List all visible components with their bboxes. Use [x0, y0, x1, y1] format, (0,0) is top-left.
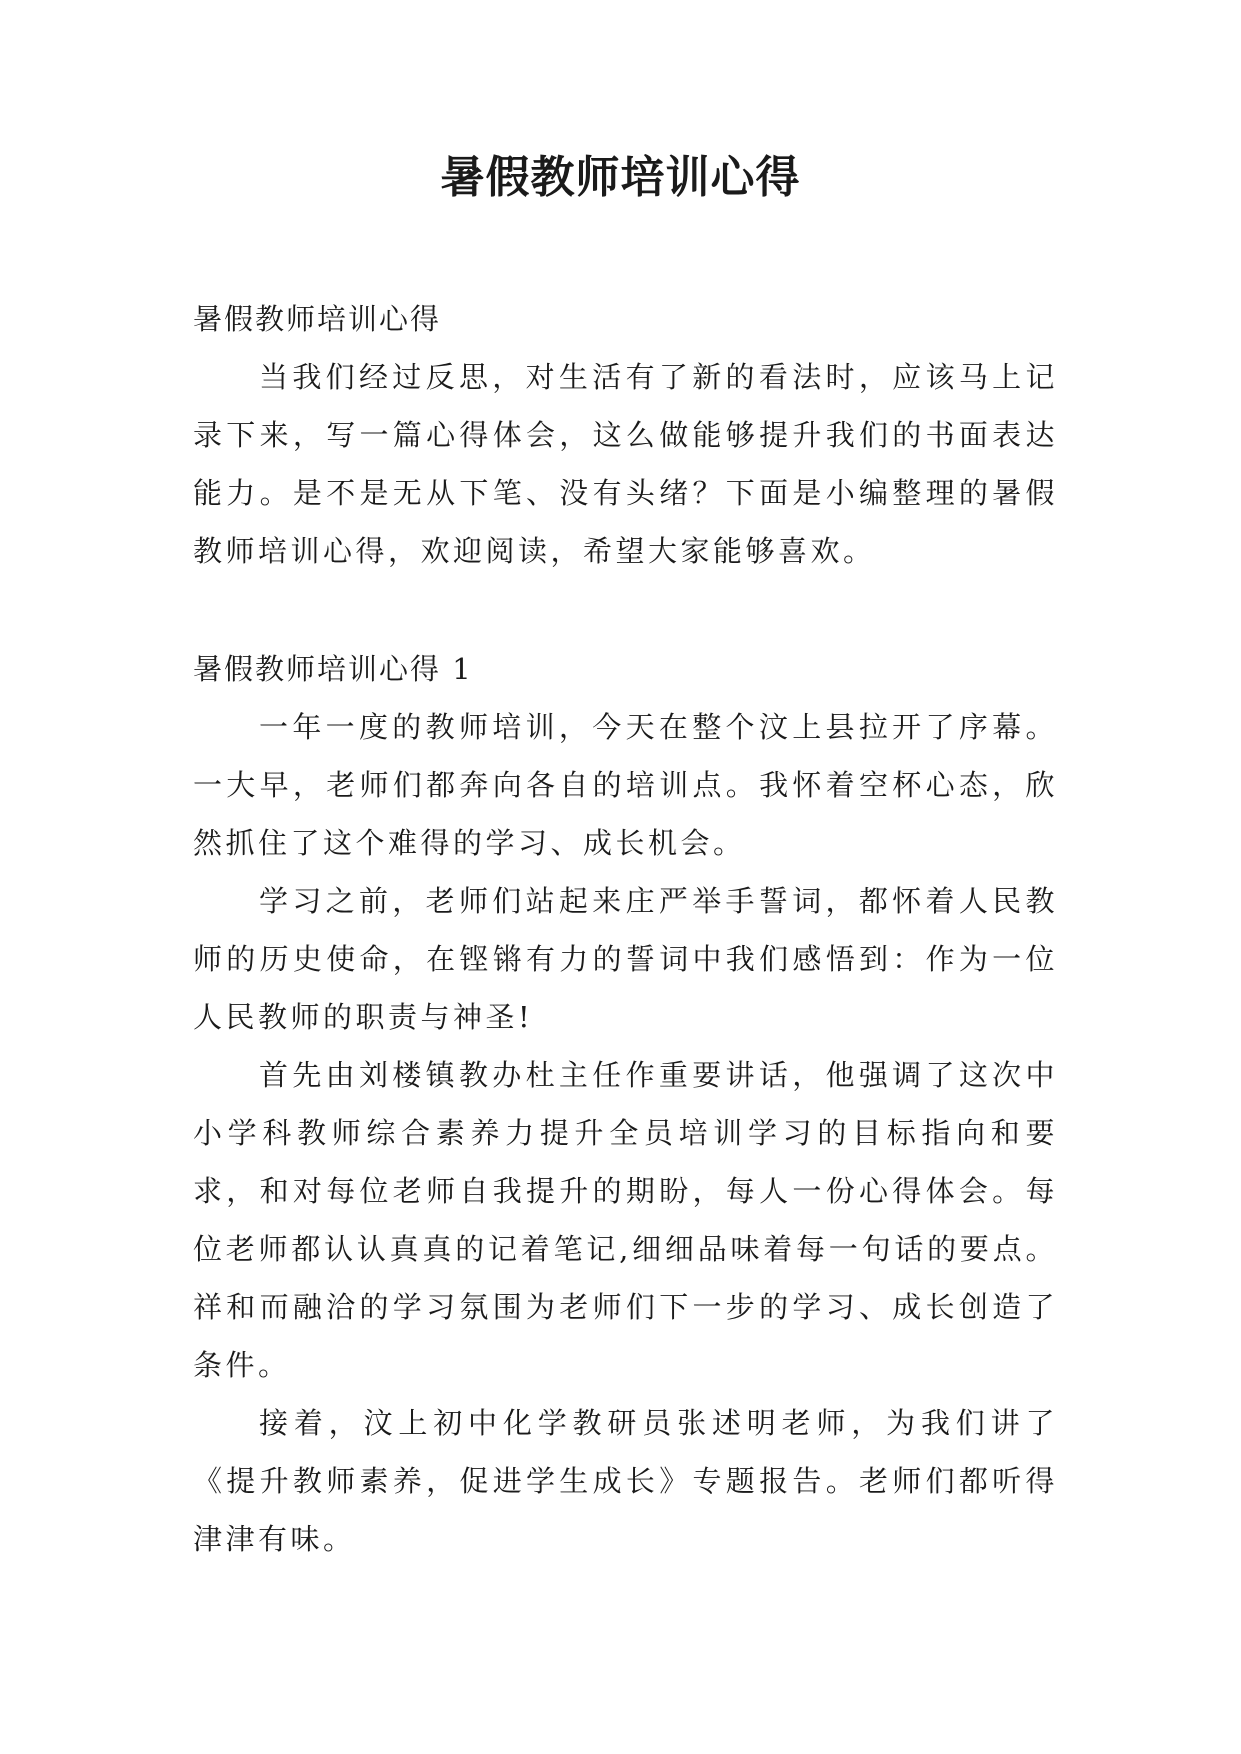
intro-paragraph: 当我们经过反思，对生活有了新的看法时，应该马上记录下来，写一篇心得体会，这么做能够提升我们的书面表达能力。是不是无从下笔、没有头绪？下面是小编整理的暑假教师培训心得，欢迎阅读，希望大家能够喜欢。: [193, 360, 1058, 568]
section-1-paragraph: 接着，汶上初中化学教研员张述明老师，为我们讲了《提升教师素养，促进学生成长》专题报告。老师们都听得津津有味。: [193, 1406, 1058, 1556]
intro-heading: 暑假教师培训心得: [193, 302, 442, 336]
section-spacer: [193, 580, 1058, 640]
section-1-heading: 暑假教师培训心得 1: [193, 652, 473, 686]
section-1-paragraph: 学习之前，老师们站起来庄严举手誓词，都怀着人民教师的历史使命，在铿锵有力的誓词中我们感悟到：作为一位人民教师的职责与神圣!: [193, 884, 1058, 1034]
document-body: [193, 290, 1058, 1568]
section-1-paragraph: 一年一度的教师培训，今天在整个汶上县拉开了序幕。一大早，老师们都奔向各自的培训点。我怀着空杯心态，欣然抓住了这个难得的学习、成长机会。: [193, 710, 1058, 860]
section-1-paragraph: 首先由刘楼镇教办杜主任作重要讲话，他强调了这次中小学科教师综合素养力提升全员培训学习的目标指向和要求，和对每位老师自我提升的期盼，每人一份心得体会。每位老师都认认真真的记着笔记,细细品味着每一句话的要点。祥和而融洽的学习氛围为老师们下一步的学习、成长创造了条件。: [193, 1058, 1058, 1382]
page-title: 暑假教师培训心得: [440, 152, 801, 203]
